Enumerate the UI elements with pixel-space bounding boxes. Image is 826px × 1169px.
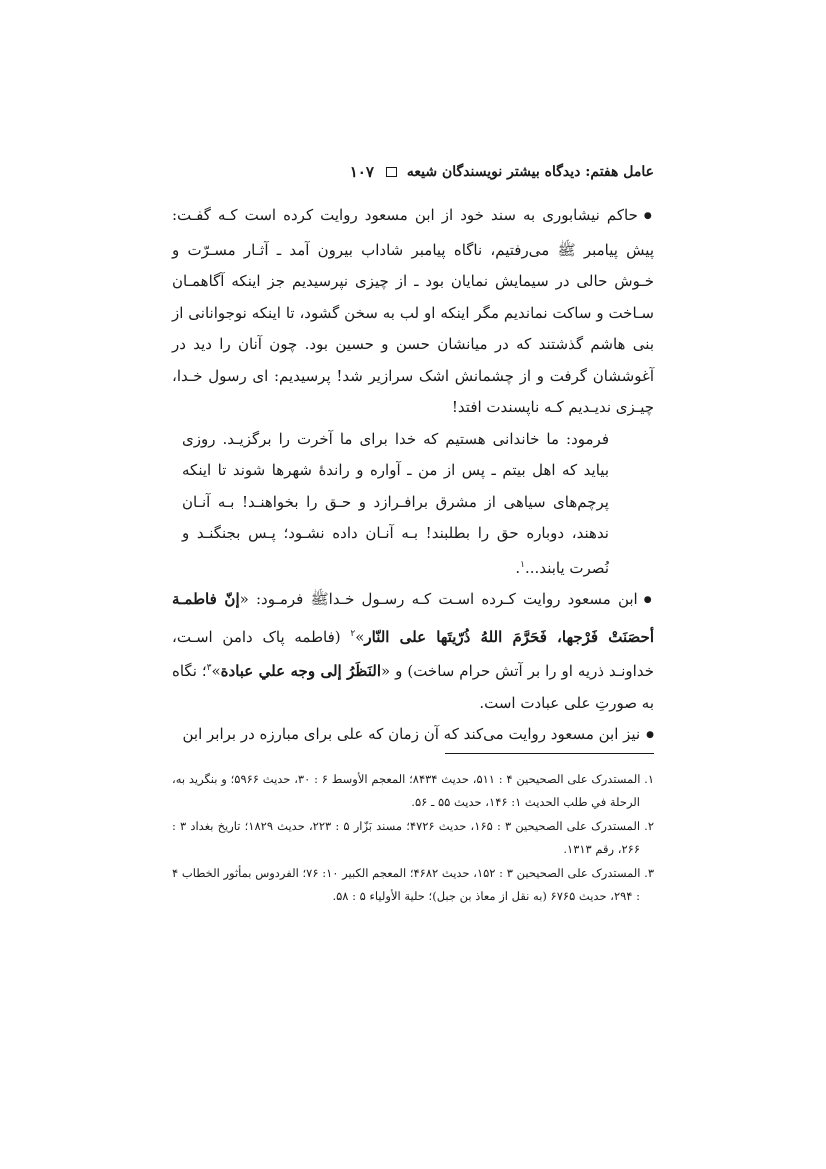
- chapter-title: عامل هفتم: دیدگاه بیشتر نویسندگان شیعه: [406, 164, 654, 180]
- footnote-ref-3[interactable]: ۳: [206, 663, 212, 673]
- paragraph-1: ● حاکم نیشابوری به سند خود از ابن مسعود روایت کرده است کـه گفـت: پیش پیامبر ﷺ می‌رفتیم، ناگاه پیامبر شاداب بیرون آمد ـ آثـار مسـرّت و خـوش حالی در سیمایش نمایان بود ـ از چیزی نپرسیدیم جز اینکه آگاهمـان سـاخت و ساکت نماندیم مگر اینکه او لب به سخن گشود، تا اینکه نوجوانانی از بنی هاشم گذشتند که در میانشان حسن و حسین بود. چون آنان را دید در آغوششان گرفت و از چشمانش اشک سرازیر شد! پرسیدیم: ای رسول خـدا، چیـزی ندیـدیم کـه ناپسندت افتد!: [172, 200, 654, 424]
- footnote-2: ۲. المستدرک علی الصحیحین ۳ : ۱۶۵، حدیث ۴۷۲۶؛ مسند بَزّار ۵ : ۲۲۳، حدیث ۱۸۲۹؛ تاریخ بغداد ۳ : ۲۶۶، رقم ۱۳۱۳.: [172, 819, 655, 856]
- main-text: [172, 200, 654, 754]
- footnote-3: ۳. المستدرک علی الصحیحین ۳ : ۱۵۲، حدیث ۴۶۸۲؛ المعجم الکبیر ۱۰: ۷۶؛ الفردوس بمأثور الخطاب ۴ : ۲۹۴، حدیث ۶۷۶۵ (به نقل از معاذ بن جبل)؛ حلیة الأولیاء ۵ : ۵۸.: [172, 866, 654, 903]
- footnote-1: ۱. المستدرک علی الصحیحین ۴ : ۵۱۱، حدیث ۸۴۳۴؛ المعجم الأوسط ۶ : ۳۰، حدیث ۵۹۶۶؛ و بنگرید به، الرحلة في طلب الحدیث ۱: ۱۴۶، حدیث ۵۵ ـ ۵۶.: [172, 772, 655, 809]
- footnotes: [172, 768, 654, 909]
- footnote-ref-2[interactable]: ۲: [350, 628, 356, 639]
- footnote-divider: [445, 753, 654, 754]
- p2-text-d: »: [211, 662, 221, 680]
- block-quote: [172, 424, 654, 585]
- quote-text: فرمود: ما خاندانی هستیم که خدا برای ما آخرت را برگزیـد. روزی بیاید که اهل بیتم ـ پس از من ـ آواره و راندهٔ شهرها شوند تا اینکه پرچم‌های سیاهی از مشرق برافـرازد و حـق را بخواهنـد! بـه آنـان ندهند، دوباره حق را بطلبند! بـه آنـان داده نشـود؛ پـس بجنگنـد و نُصرت یابند...$^۱$.: [182, 429, 609, 577]
- paragraph-3: ● نیز ابن مسعود روایت می‌کند که آن زمان که علی برای مبارزه در برابر ابن: [172, 719, 654, 754]
- p2-text-e: ؛ نگاه به صورتِ علی عبادت است.: [172, 662, 654, 712]
- paragraph-2: [172, 584, 654, 719]
- p2-text-c: (فاطمه پاک دامن اسـت، خداونـد ذریه او را بر آتش حرام ساخت) و «: [172, 627, 654, 680]
- p2-text-b: »: [355, 627, 365, 646]
- page-number: ۱۰۷: [349, 163, 374, 181]
- arabic-hadith-2: النَظَرُ إلى وجه علي عبادة: [220, 662, 381, 680]
- footnote-ref-1[interactable]: ۱: [520, 559, 526, 570]
- square-ornament-icon: [386, 167, 397, 177]
- arabic-hadith-1: إنّ فاطمـة أحصَنَتْ فَرْجها، فَحَرَّمَ اللهُ ذُرّيتَها على النّار: [172, 590, 654, 646]
- quote-body: فرمود: ما خاندانی هستیم که خدا برای ما آخرت را برگزیـد. روزی بیاید که اهل بیتم ـ پس از من ـ آواره و راندهٔ شهرها شوند تا اینکه پرچم‌های سیاهی از مشرق برافـرازد و حـق را بخواهنـد! بـه آنـان ندهند، دوباره حق را بطلبند! بـه آنـان داده نشـود؛ پـس بجنگنـد و نُصرت یابند...: [182, 429, 609, 577]
- running-header: [172, 158, 654, 186]
- p2-text-a: ابن مسعود روایت کـرده اسـت کـه رسـول خـداﷺ فرمـود: «: [239, 590, 638, 608]
